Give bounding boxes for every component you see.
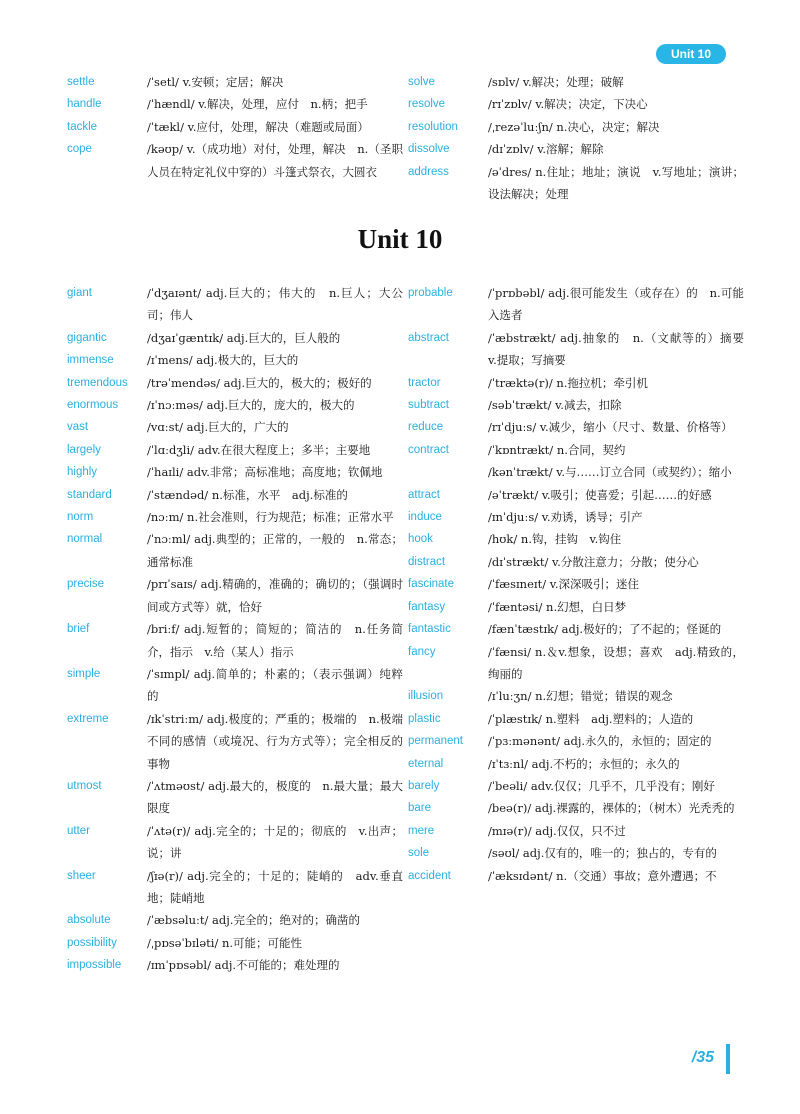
entry-word: possibility (67, 936, 117, 949)
entry-word: bare (408, 802, 432, 815)
entry-definition: /ˌpɒsəˈbɪləti/ n.可能；可能性 (147, 935, 303, 950)
vocab-entry (408, 71, 748, 93)
entry-definition: /ˌrezəˈluːʃn/ n.决心，决定；解决 (488, 119, 660, 134)
entry-word: sole (408, 847, 430, 860)
vocab-entry (408, 685, 748, 707)
vocab-entry (67, 349, 407, 371)
entry-definition: /ʃɪə(r)/ adj.完全的；十足的；陡峭的 adv.垂直地；陡峭地 (147, 868, 403, 905)
vocab-entry (408, 730, 748, 752)
entry-word: tackle (67, 120, 98, 133)
vocab-entry (408, 506, 748, 528)
vocab-entry (408, 528, 748, 550)
entry-definition: /ˈfænsi/ n.＆v.想象，设想；喜欢 adj.精致的，绚丽的 (488, 644, 744, 681)
entry-word: normal (67, 533, 103, 546)
vocab-entry (408, 416, 748, 438)
vocab-entry (408, 461, 748, 483)
page-number: /35 (691, 1049, 714, 1066)
entry-definition: /vɑːst/ adj.巨大的，广大的 (147, 420, 289, 435)
entry-definition: /ɪˈmens/ adj.极大的，巨大的 (147, 353, 299, 368)
vocab-entry (408, 618, 748, 640)
vocab-entry (67, 820, 407, 865)
entry-definition: /trəˈmendəs/ adj.巨大的，极大的；极好的 (147, 375, 372, 390)
vocab-entry (408, 753, 748, 775)
entry-word: mere (408, 824, 435, 837)
entry-definition: /ˈhændl/ v.解决，处理，应付 n.柄；把手 (147, 97, 368, 112)
entry-definition: /ɪmˈpɒsəbl/ adj.不可能的；难处理的 (147, 958, 340, 973)
vocab-entry (408, 282, 748, 327)
vocab-entry (408, 394, 748, 416)
entry-definition: /ˈfæntəsi/ n.幻想，白日梦 (488, 599, 627, 614)
entry-word: largely (67, 443, 101, 456)
vocab-entry (67, 909, 407, 931)
top-left-column (67, 71, 407, 183)
entry-definition: /ˈʌtməʊst/ adj.最大的，极度的 n.最大量；最大限度 (147, 778, 403, 816)
entry-word: fancy (408, 645, 436, 658)
vocab-entry (67, 528, 407, 573)
vocab-entry (67, 327, 407, 349)
entry-definition: /kəʊp/ v.（成功地）对付，处理，解决 n.（圣职人员在特定礼仪中穿的）斗篷式祭衣，大圆衣 (147, 142, 403, 179)
entry-definition: /ˈstændəd/ n.标准，水平 adj.标准的 (147, 487, 348, 502)
entry-definition: /ˈdʒaɪənt/ adj.巨大的；伟大的 n.巨人；大公司；伟人 (147, 286, 403, 323)
vocab-entry (67, 71, 407, 93)
vocab-entry (408, 573, 748, 595)
entry-word: illusion (408, 690, 444, 703)
entry-definition: /ɪnˈdjuːs/ v.劝诱，诱导；引产 (488, 510, 643, 525)
entry-definition: /ˈsetl/ v.安顿；定居；解决 (147, 75, 284, 89)
vocab-entry (67, 461, 407, 483)
entry-definition: /əˈtrækt/ v.吸引；使喜爱；引起……的好感 (488, 487, 712, 502)
vocab-entry (67, 282, 407, 327)
entry-word: utmost (67, 779, 102, 792)
entry-word: impossible (67, 959, 122, 972)
vocab-entry (408, 327, 756, 372)
entry-word: handle (67, 98, 102, 111)
vocab-entry (408, 93, 748, 115)
vocab-entry (408, 138, 748, 160)
entry-word: fantastic (408, 623, 451, 636)
vocab-entry (67, 138, 407, 183)
entry-word: highly (67, 466, 98, 479)
entry-definition: /ˈplæstɪk/ n.塑料 adj.塑料的；人造的 (488, 711, 694, 726)
entry-definition: /prɪˈsaɪs/ adj.精确的，准确的；确切的；（强调时间或方式等）就，恰好 (147, 577, 403, 614)
entry-word: subtract (408, 399, 449, 412)
entry-word: accident (408, 869, 451, 882)
vocab-entry (408, 372, 748, 394)
top-right-column (408, 71, 748, 205)
main-right-column (408, 282, 756, 887)
entry-word: gigantic (67, 331, 107, 344)
entry-definition: /səʊl/ adj.仅有的，唯一的；独占的，专有的 (488, 846, 717, 861)
vocab-entry (67, 484, 407, 506)
entry-word: precise (67, 578, 105, 591)
vocab-entry (67, 93, 407, 115)
vocab-entry (67, 573, 407, 618)
entry-word: cope (67, 143, 92, 156)
vocab-entry (67, 372, 407, 394)
entry-definition: /dʒaɪˈɡæntɪk/ adj.巨大的，巨人般的 (147, 330, 341, 345)
entry-definition: /səbˈtrækt/ v.减去，扣除 (488, 398, 622, 413)
entry-word: vast (67, 421, 89, 434)
vocab-entry (408, 484, 748, 506)
entry-word: induce (408, 511, 442, 524)
entry-definition: /ɪˈluːʒn/ n.幻想；错觉；错误的观念 (488, 689, 673, 704)
entry-definition: /kənˈtrækt/ v.与……订立合同（或契约）；缩小 (488, 465, 732, 480)
entry-word: enormous (67, 399, 119, 412)
entry-definition: /ˈtræktə(r)/ n.拖拉机；牵引机 (488, 375, 648, 390)
entry-word: brief (67, 623, 90, 636)
entry-word: hook (408, 533, 433, 546)
entry-word: barely (408, 779, 440, 792)
main-left-column (67, 282, 407, 977)
entry-word: tremendous (67, 376, 128, 389)
entry-definition: /rɪˈzɒlv/ v.解决；决定，下决心 (488, 97, 648, 112)
entry-word: settle (67, 76, 95, 88)
entry-word: permanent (408, 735, 463, 748)
entry-definition: /ˈæbsəluːt/ adj.完全的；绝对的；确凿的 (147, 913, 360, 928)
entry-definition: /ɪˈtɜːnl/ adj.不朽的；永恒的；永久的 (488, 756, 680, 771)
entry-definition: /ˈbeəli/ adv.仅仅；几乎不，几乎没有；刚好 (488, 778, 715, 793)
vocab-entry (408, 116, 748, 138)
entry-word: resolution (408, 120, 458, 133)
entry-word: simple (67, 667, 101, 680)
vocab-entry (408, 161, 748, 206)
vocab-entry (67, 775, 407, 820)
entry-definition: /rɪˈdjuːs/ v.减少，缩小（尺寸、数量、价格等） (488, 420, 733, 435)
vocab-entry (67, 618, 407, 663)
vocab-entry (408, 551, 748, 573)
vocab-entry (408, 596, 748, 618)
entry-word: extreme (67, 712, 109, 725)
entry-definition: /briːf/ adj.短暂的；简短的；简洁的 n.任务简介，指示 v.给（某人）指示 (147, 622, 403, 659)
vocab-entry (67, 416, 407, 438)
entry-word: tractor (408, 376, 441, 389)
vocab-entry (67, 506, 407, 528)
entry-definition: /sɒlv/ v.解决；处理；破解 (488, 75, 624, 89)
entry-word: distract (408, 555, 446, 568)
entry-definition: /dɪˈzɒlv/ v.溶解；解除 (488, 142, 604, 157)
entry-definition: /ˈprɒbəbl/ adj.很可能发生（或存在）的 n.可能入选者 (488, 286, 744, 323)
vocab-entry (408, 797, 748, 819)
entry-word: eternal (408, 757, 444, 770)
vocab-entry (408, 708, 748, 730)
entry-word: sheer (67, 869, 96, 882)
entry-definition: /hʊk/ n.钩，挂钩 v.钩住 (488, 532, 622, 547)
entry-definition: /ˈtækl/ v.应付，处理，解决（难题或局面） (147, 119, 369, 134)
entry-definition: /ˈpɜːmənənt/ adj.永久的，永恒的；固定的 (488, 734, 712, 749)
entry-definition: /ˈsɪmpl/ adj.简单的；朴素的；（表示强调）纯粹的 (147, 666, 403, 704)
vocab-entry (67, 865, 407, 910)
entry-definition: /ˈfæsɪneɪt/ v.深深吸引；迷住 (488, 577, 640, 592)
vocab-entry (408, 842, 748, 864)
entry-definition: /nɔːm/ n.社会准则，行为规范；标准；正常水平 (147, 510, 394, 525)
entry-definition: /ˈæbstrækt/ adj.抽象的 n.（文献等的）摘要 v.提取；写摘要 (488, 330, 756, 368)
entry-definition: /dɪˈstrækt/ v.分散注意力；分散；使分心 (488, 554, 699, 569)
vocab-entry (67, 932, 407, 954)
entry-definition: /ɪkˈstriːm/ adj.极度的；严重的；极端的 n.极端不同的感情（或境况、行为方式等）；完全相反的事物 (147, 711, 403, 771)
entry-word: resolve (408, 98, 446, 111)
entry-definition: /ˈkɒntrækt/ n.合同，契约 (488, 442, 626, 457)
vocab-entry (408, 641, 748, 686)
unit-title: Unit 10 (357, 224, 443, 254)
entry-word: dissolve (408, 143, 450, 156)
entry-word: abstract (408, 331, 449, 344)
vocab-entry (67, 954, 407, 976)
entry-word: address (408, 165, 449, 178)
entry-definition: /ˈæksɪdənt/ n.（交通）事故；意外遭遇；不 (488, 868, 717, 883)
entry-word: standard (67, 488, 112, 501)
entry-word: immense (67, 354, 114, 367)
vocab-entry (67, 439, 407, 461)
entry-definition: /fænˈtæstɪk/ adj.极好的；了不起的；怪诞的 (488, 622, 722, 637)
entry-word: probable (408, 287, 453, 299)
vocab-entry (408, 775, 748, 797)
vocab-entry (67, 663, 407, 708)
page-number-bar (726, 1044, 730, 1074)
vocab-entry (67, 708, 407, 775)
entry-word: plastic (408, 712, 441, 725)
entry-word: reduce (408, 421, 444, 434)
entry-word: utter (67, 824, 91, 837)
vocab-entry (408, 865, 748, 887)
entry-definition: /ˈnɔːml/ adj.典型的；正常的，一般的 n.常态；通常标准 (147, 532, 403, 569)
entry-word: contract (408, 443, 449, 456)
entry-definition: /mɪə(r)/ adj.仅仅，只不过 (488, 823, 626, 838)
entry-word: fascinate (408, 578, 455, 591)
entry-word: absolute (67, 914, 111, 927)
entry-word: giant (67, 287, 92, 299)
vocab-entry (408, 439, 748, 461)
entry-definition: /əˈdres/ n.住址；地址；演说 v.写地址；演讲；设法解决；处理 (488, 164, 744, 202)
entry-definition: /ˈlɑːdʒli/ adv.在很大程度上；多半；主要地 (147, 442, 371, 457)
entry-word: norm (67, 511, 94, 524)
vocab-entry (67, 116, 407, 138)
entry-definition: /ˈʌtə(r)/ adj.完全的；十足的；彻底的 v.出声；说；讲 (147, 823, 403, 861)
vocab-entry (67, 394, 407, 416)
vocab-entry (408, 820, 748, 842)
entry-word: fantasy (408, 600, 446, 613)
entry-definition: /ˈhaɪli/ adv.非常；高标准地；高度地；钦佩地 (147, 465, 383, 480)
entry-definition: /beə(r)/ adj.裸露的，裸体的；（树木）光秃秃的 (488, 801, 735, 816)
entry-word: solve (408, 76, 435, 88)
entry-definition: /ɪˈnɔːməs/ adj.巨大的，庞大的，极大的 (147, 398, 355, 413)
entry-word: attract (408, 488, 440, 501)
unit-badge: Unit 10 (656, 44, 726, 64)
